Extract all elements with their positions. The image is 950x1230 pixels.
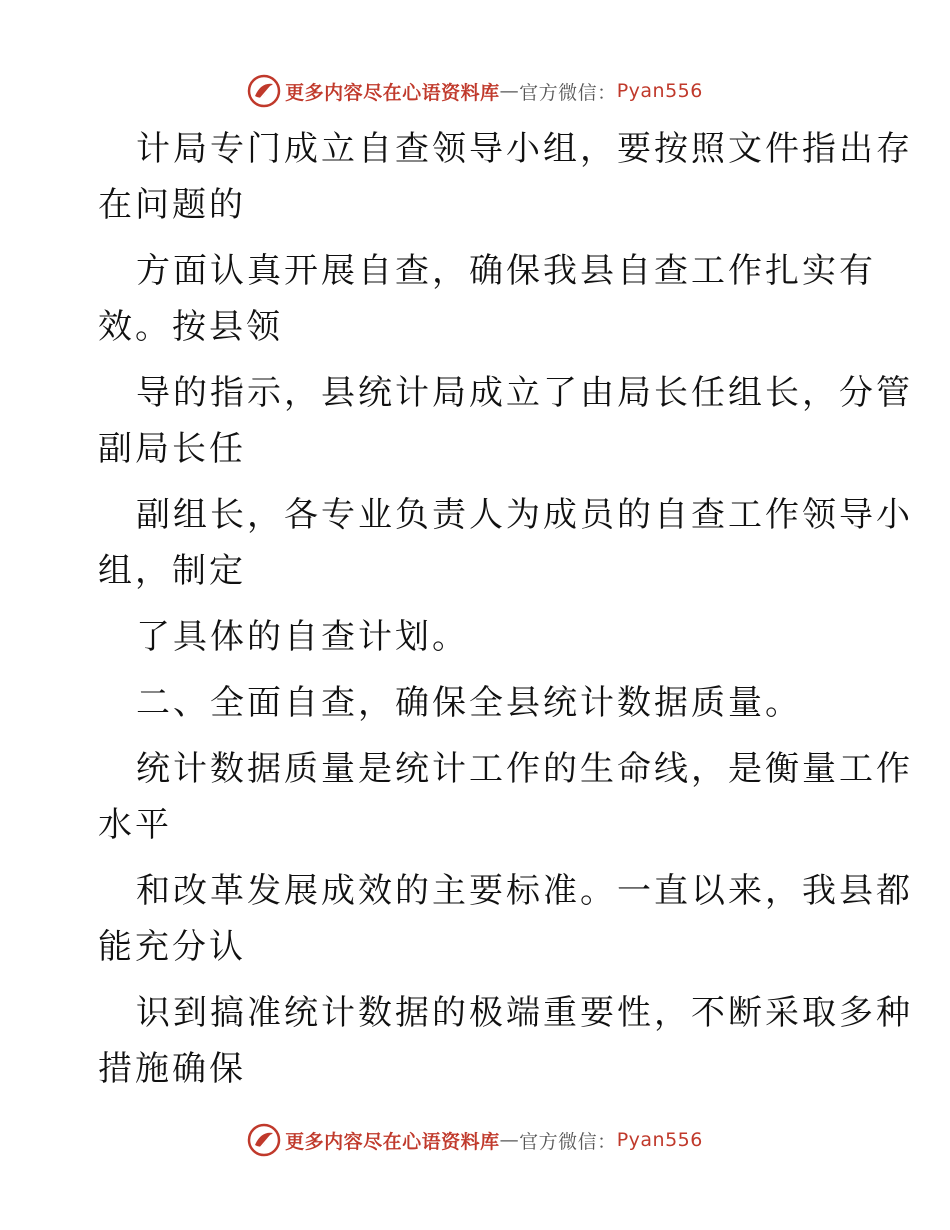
- paragraph: [98, 365, 913, 477]
- brand-logo-icon: [247, 1123, 281, 1157]
- text-line: 组，制定: [98, 551, 246, 591]
- paragraph: [98, 609, 858, 665]
- header-watermark-banner: [0, 71, 950, 111]
- banner-contact-id: Pyan556: [616, 80, 703, 102]
- banner-contact-label: 官方微信：: [519, 1130, 617, 1153]
- banner-separator: —: [499, 1129, 520, 1151]
- document-body: [98, 121, 913, 1107]
- banner-separator: —: [499, 80, 520, 102]
- paragraph: [98, 863, 913, 975]
- text-line: 导的指示，县统计局成立了由局长任组长，分管: [136, 373, 913, 413]
- text-line: 识到搞准统计数据的极端重要性，不断采取多种: [136, 993, 913, 1033]
- text-line: 能充分认: [98, 927, 246, 967]
- text-line: 副局长任: [98, 429, 246, 469]
- brand-logo-icon: [247, 74, 281, 108]
- paragraph: [98, 741, 913, 853]
- text-line: 和改革发展成效的主要标准。一直以来，我县都: [136, 871, 913, 911]
- text-line: 副组长，各专业负责人为成员的自查工作领导小: [136, 495, 913, 535]
- paragraph: [98, 121, 913, 233]
- footer-watermark-banner: [0, 1120, 950, 1160]
- text-line: 二、全面自查，确保全县统计数据质量。: [136, 683, 802, 723]
- text-line: 在问题的: [98, 185, 246, 225]
- text-line: 了具体的自查计划。: [136, 617, 469, 657]
- paragraph: [98, 985, 913, 1097]
- paragraph: [98, 487, 913, 599]
- section-heading: [98, 675, 858, 731]
- banner-text: 更多内容尽在心语资料库: [285, 1130, 500, 1153]
- banner-text: 更多内容尽在心语资料库: [285, 81, 500, 104]
- text-line: 统计数据质量是统计工作的生命线，是衡量工作: [136, 749, 913, 789]
- text-line: 效。按县领: [98, 307, 283, 347]
- banner-contact-id: Pyan556: [616, 1129, 703, 1151]
- text-line: 计局专门成立自查领导小组，要按照文件指出存: [136, 129, 913, 169]
- text-line: 水平: [98, 805, 172, 845]
- text-line: 方面认真开展自查，确保我县自查工作扎实有: [136, 251, 876, 291]
- text-line: 措施确保: [98, 1049, 246, 1089]
- banner-contact-label: 官方微信：: [519, 81, 617, 104]
- paragraph: [98, 243, 876, 355]
